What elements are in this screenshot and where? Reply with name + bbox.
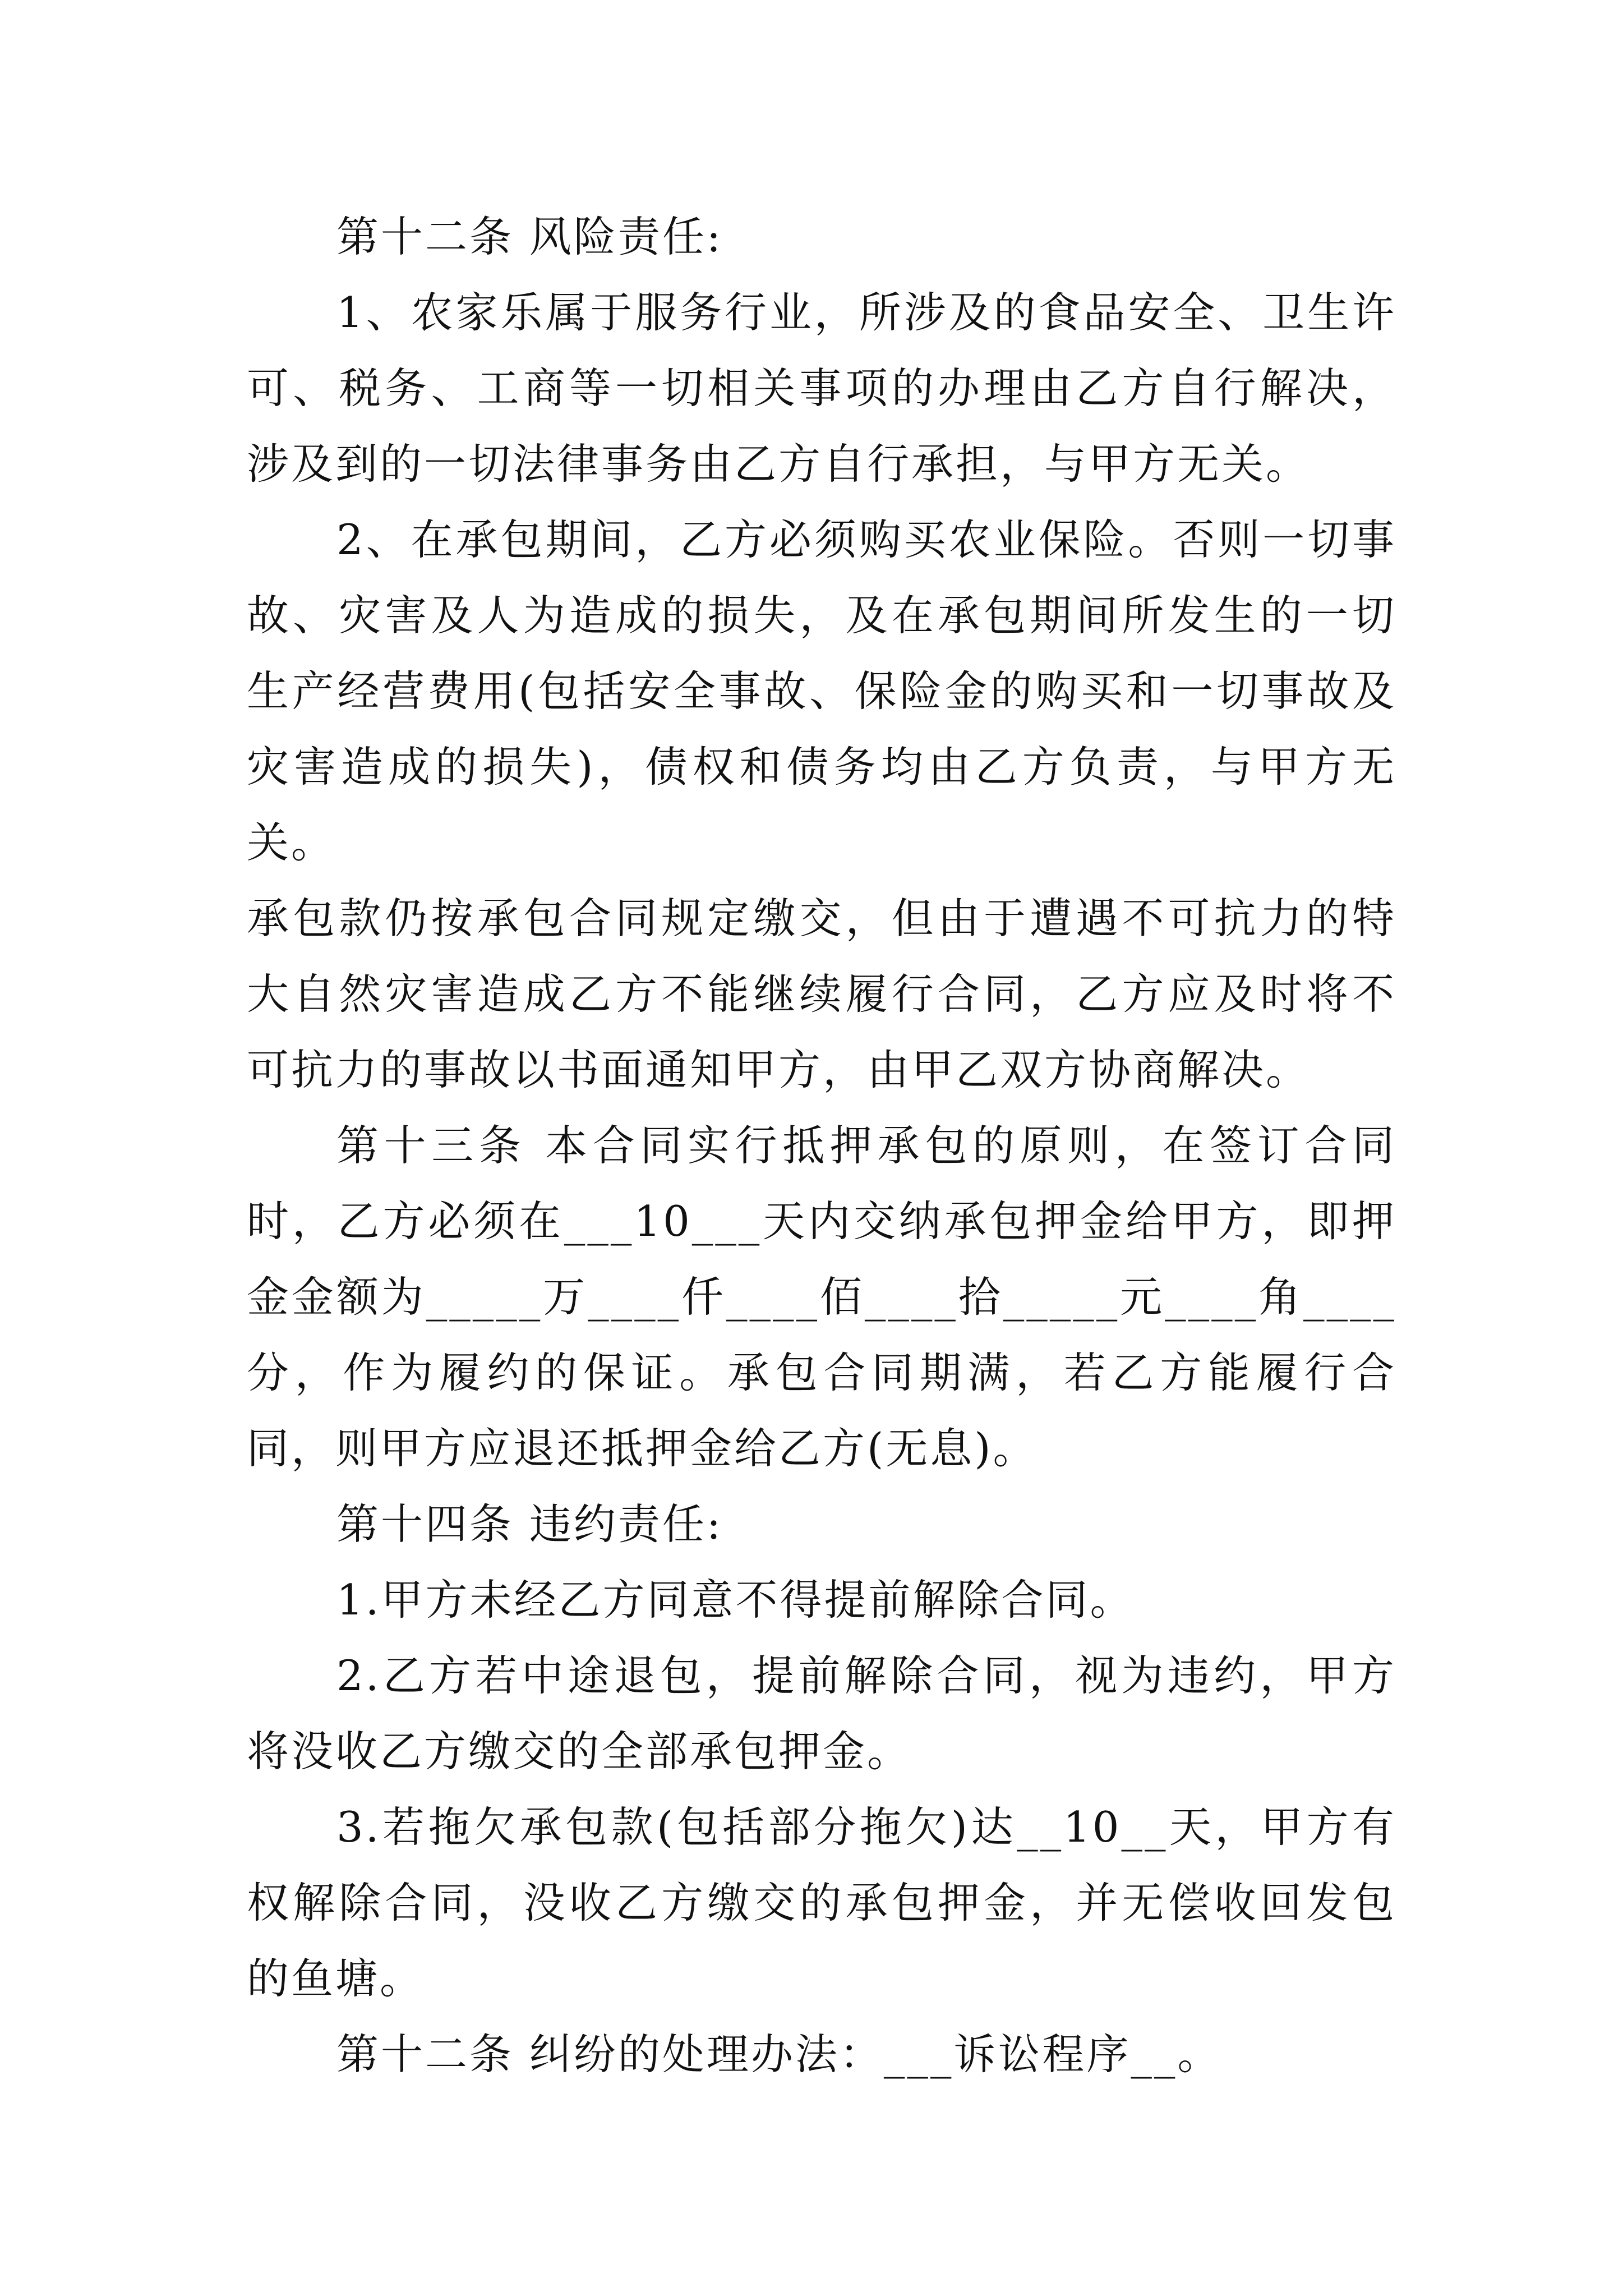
paragraph-dispute-resolution: 第十二条 纠纷的处理办法：___诉讼程序__。 [336,2030,1222,2079]
paragraph-force-majeure: 承包款仍按承包合同规定缴交，但由于遭遇不可抗力的特大自然灾害造成乙方不能继续履行合同，乙方应及时将不可抗力的事故以书面通知甲方，由甲乙双方协商解决。 [247,894,1396,1094]
paragraph-article-14-heading: 第十四条 违约责任: [336,1499,723,1549]
contract-text [247,199,1396,2092]
paragraph-risk-item-2: 2、在承包期间，乙方必须购买农业保险。否则一切事故、灾害及人为造成的损失，及在承包期间所发生的一切生产经营费用(包括安全事故、保险金的购买和一切事故及灾害造成的损失)，债权和债务均由乙方负责，与甲方无关。 [247,515,1396,867]
paragraph-breach-item-2: 2.乙方若中途退包，提前解除合同，视为违约，甲方将没收乙方缴交的全部承包押金。 [247,1651,1396,1776]
paragraph-breach-item-3: 3.若拖欠承包款(包括部分拖欠)达__10__天，甲方有权解除合同，没收乙方缴交的承包押金，并无偿收回发包的鱼塘。 [247,1802,1396,2003]
paragraph-article-13: 第十三条 本合同实行抵押承包的原则，在签订合同时，乙方必须在___10___天内交纳承包押金给甲方，即押金金额为_____万____仟____佰____拾_____元____角____分，作为履约的保证。承包合同期满，若乙方能履行合同，则甲方应退还抵押金给乙方(无息)。 [247,1121,1396,1473]
paragraph-breach-item-1: 1.甲方未经乙方同意不得提前解除合同。 [336,1575,1135,1625]
paragraph-risk-item-1: 1、农家乐属于服务行业，所涉及的食品安全、卫生许可、税务、工商等一切相关事项的办理由乙方自行解决，涉及到的一切法律事务由乙方自行承担，与甲方无关。 [247,288,1396,489]
paragraph-article-12-heading: 第十二条 风险责任: [336,212,723,261]
